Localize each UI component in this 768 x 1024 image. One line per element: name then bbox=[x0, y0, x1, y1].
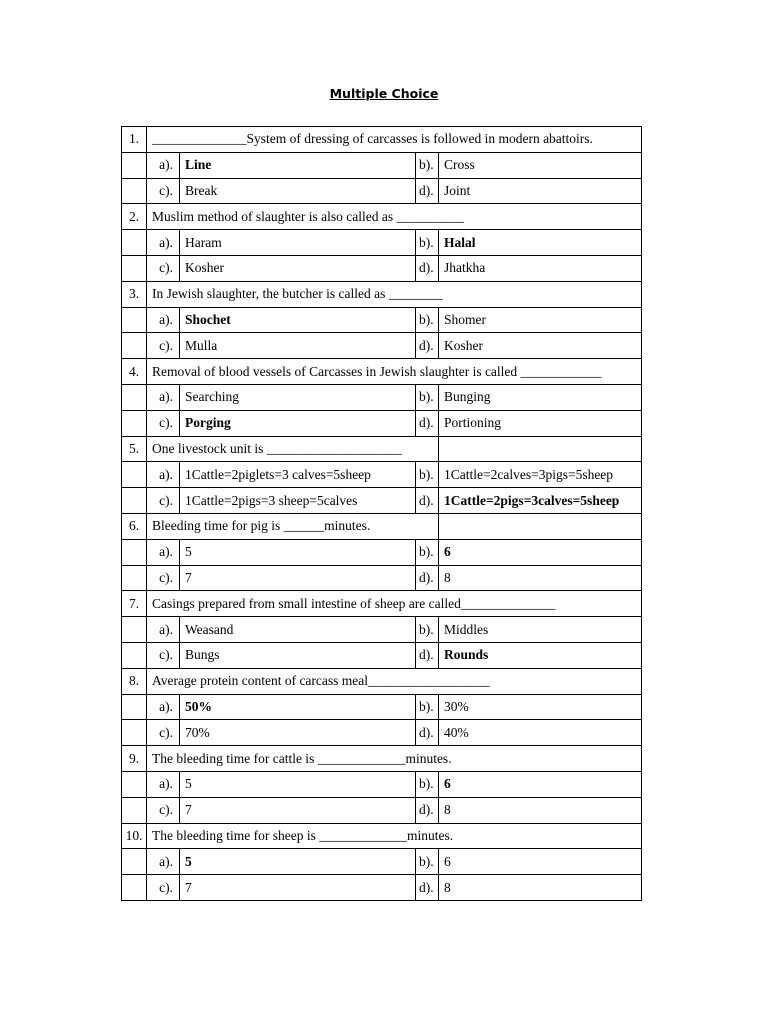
question-text: Removal of blood vessels of Carcasses in Jewish slaughter is called ____________ bbox=[147, 359, 642, 385]
question-number: 2. bbox=[122, 204, 147, 230]
option-label: b). bbox=[416, 771, 439, 797]
empty-cell bbox=[439, 513, 642, 539]
option-text: 7 bbox=[180, 797, 416, 823]
option-label: d). bbox=[416, 642, 439, 668]
option-text-correct: Line bbox=[180, 152, 416, 178]
question-row bbox=[122, 668, 642, 694]
option-text: 5 bbox=[180, 771, 416, 797]
empty-cell bbox=[122, 539, 147, 565]
option-label: d). bbox=[416, 720, 439, 746]
options-row bbox=[122, 462, 642, 488]
options-row bbox=[122, 384, 642, 410]
option-label: b). bbox=[416, 539, 439, 565]
question-text: The bleeding time for sheep is _____________minutes. bbox=[147, 823, 642, 849]
option-label: b). bbox=[416, 617, 439, 643]
options-row bbox=[122, 333, 642, 359]
option-label: d). bbox=[416, 797, 439, 823]
option-label: c). bbox=[147, 875, 180, 901]
question-number: 3. bbox=[122, 281, 147, 307]
options-row bbox=[122, 720, 642, 746]
question-row bbox=[122, 513, 642, 539]
option-text: 8 bbox=[439, 797, 642, 823]
option-text: 7 bbox=[180, 875, 416, 901]
empty-cell bbox=[122, 849, 147, 875]
option-text: Joint bbox=[439, 178, 642, 204]
empty-cell bbox=[122, 617, 147, 643]
option-label: c). bbox=[147, 720, 180, 746]
option-label: d). bbox=[416, 255, 439, 281]
empty-cell bbox=[439, 436, 642, 462]
options-row bbox=[122, 797, 642, 823]
option-label: c). bbox=[147, 410, 180, 436]
empty-cell bbox=[122, 720, 147, 746]
options-row bbox=[122, 230, 642, 256]
option-text: Shomer bbox=[439, 307, 642, 333]
option-label: c). bbox=[147, 488, 180, 514]
option-label: b). bbox=[416, 307, 439, 333]
option-label: d). bbox=[416, 875, 439, 901]
option-label: c). bbox=[147, 642, 180, 668]
option-label: c). bbox=[147, 565, 180, 591]
option-text: Portioning bbox=[439, 410, 642, 436]
option-text-correct: Shochet bbox=[180, 307, 416, 333]
options-row bbox=[122, 694, 642, 720]
option-text-correct: 6 bbox=[439, 771, 642, 797]
option-label: b). bbox=[416, 849, 439, 875]
empty-cell bbox=[122, 694, 147, 720]
question-number: 6. bbox=[122, 513, 147, 539]
empty-cell bbox=[122, 178, 147, 204]
option-text: Kosher bbox=[439, 333, 642, 359]
option-label: b). bbox=[416, 694, 439, 720]
option-text: 1Cattle=2calves=3pigs=5sheep bbox=[439, 462, 642, 488]
question-row bbox=[122, 591, 642, 617]
option-label: c). bbox=[147, 178, 180, 204]
option-text: Middles bbox=[439, 617, 642, 643]
option-text: Haram bbox=[180, 230, 416, 256]
question-number: 4. bbox=[122, 359, 147, 385]
option-text: 40% bbox=[439, 720, 642, 746]
option-text: 5 bbox=[180, 539, 416, 565]
options-row bbox=[122, 488, 642, 514]
options-row bbox=[122, 771, 642, 797]
empty-cell bbox=[122, 771, 147, 797]
question-text: Average protein content of carcass meal__________________ bbox=[147, 668, 642, 694]
option-label: d). bbox=[416, 333, 439, 359]
question-row bbox=[122, 127, 642, 153]
option-text: Searching bbox=[180, 384, 416, 410]
option-text: Weasand bbox=[180, 617, 416, 643]
option-label: a). bbox=[147, 384, 180, 410]
question-text: Casings prepared from small intestine of sheep are called______________ bbox=[147, 591, 642, 617]
option-text: 30% bbox=[439, 694, 642, 720]
option-text: 1Cattle=2pigs=3 sheep=5calves bbox=[180, 488, 416, 514]
empty-cell bbox=[122, 488, 147, 514]
options-row bbox=[122, 410, 642, 436]
question-text: Bleeding time for pig is ______minutes. bbox=[147, 513, 439, 539]
option-label: c). bbox=[147, 797, 180, 823]
option-label: a). bbox=[147, 462, 180, 488]
question-text: One livestock unit is ____________________ bbox=[147, 436, 439, 462]
option-text-correct: 1Cattle=2pigs=3calves=5sheep bbox=[439, 488, 642, 514]
option-text-correct: 6 bbox=[439, 539, 642, 565]
option-text-correct: Halal bbox=[439, 230, 642, 256]
option-label: a). bbox=[147, 694, 180, 720]
option-label: d). bbox=[416, 178, 439, 204]
option-label: a). bbox=[147, 307, 180, 333]
question-row bbox=[122, 204, 642, 230]
question-number: 7. bbox=[122, 591, 147, 617]
option-label: a). bbox=[147, 230, 180, 256]
question-number: 8. bbox=[122, 668, 147, 694]
option-text: 8 bbox=[439, 565, 642, 591]
question-number: 9. bbox=[122, 746, 147, 772]
option-text: Cross bbox=[439, 152, 642, 178]
question-row bbox=[122, 436, 642, 462]
empty-cell bbox=[122, 152, 147, 178]
option-label: b). bbox=[416, 152, 439, 178]
option-text: 8 bbox=[439, 875, 642, 901]
options-row bbox=[122, 152, 642, 178]
options-row bbox=[122, 642, 642, 668]
options-row bbox=[122, 307, 642, 333]
empty-cell bbox=[122, 230, 147, 256]
question-number: 10. bbox=[122, 823, 147, 849]
options-row bbox=[122, 539, 642, 565]
option-text: Mulla bbox=[180, 333, 416, 359]
option-label: d). bbox=[416, 410, 439, 436]
option-label: c). bbox=[147, 333, 180, 359]
option-label: c). bbox=[147, 255, 180, 281]
empty-cell bbox=[122, 333, 147, 359]
options-row bbox=[122, 178, 642, 204]
empty-cell bbox=[122, 255, 147, 281]
option-text-correct: Porging bbox=[180, 410, 416, 436]
option-text-correct: 5 bbox=[180, 849, 416, 875]
option-label: b). bbox=[416, 462, 439, 488]
page-title: Multiple Choice bbox=[329, 86, 439, 101]
option-label: b). bbox=[416, 230, 439, 256]
empty-cell bbox=[122, 307, 147, 333]
options-row bbox=[122, 255, 642, 281]
question-row bbox=[122, 746, 642, 772]
empty-cell bbox=[122, 462, 147, 488]
question-text: The bleeding time for cattle is _____________minutes. bbox=[147, 746, 642, 772]
question-text: ______________System of dressing of carcasses is followed in modern abattoirs. bbox=[147, 127, 642, 153]
options-row bbox=[122, 875, 642, 901]
mcq-table bbox=[121, 126, 642, 901]
option-text: Bungs bbox=[180, 642, 416, 668]
option-label: a). bbox=[147, 849, 180, 875]
option-label: d). bbox=[416, 565, 439, 591]
option-text: 7 bbox=[180, 565, 416, 591]
options-row bbox=[122, 849, 642, 875]
question-row bbox=[122, 359, 642, 385]
option-label: a). bbox=[147, 771, 180, 797]
option-label: a). bbox=[147, 539, 180, 565]
option-text-correct: Rounds bbox=[439, 642, 642, 668]
option-text: 70% bbox=[180, 720, 416, 746]
option-text-correct: 50% bbox=[180, 694, 416, 720]
question-number: 5. bbox=[122, 436, 147, 462]
option-text: 6 bbox=[439, 849, 642, 875]
option-text: Jhatkha bbox=[439, 255, 642, 281]
option-label: a). bbox=[147, 152, 180, 178]
option-text: Kosher bbox=[180, 255, 416, 281]
empty-cell bbox=[122, 410, 147, 436]
question-row bbox=[122, 823, 642, 849]
option-label: a). bbox=[147, 617, 180, 643]
question-text: Muslim method of slaughter is also called as __________ bbox=[147, 204, 642, 230]
empty-cell bbox=[122, 797, 147, 823]
option-text: Bunging bbox=[439, 384, 642, 410]
options-row bbox=[122, 565, 642, 591]
option-text: Break bbox=[180, 178, 416, 204]
option-label: d). bbox=[416, 488, 439, 514]
empty-cell bbox=[122, 875, 147, 901]
question-row bbox=[122, 281, 642, 307]
empty-cell bbox=[122, 565, 147, 591]
options-row bbox=[122, 617, 642, 643]
empty-cell bbox=[122, 642, 147, 668]
empty-cell bbox=[122, 384, 147, 410]
question-number: 1. bbox=[122, 127, 147, 153]
option-label: b). bbox=[416, 384, 439, 410]
option-text: 1Cattle=2piglets=3 calves=5sheep bbox=[180, 462, 416, 488]
question-text: In Jewish slaughter, the butcher is called as ________ bbox=[147, 281, 642, 307]
